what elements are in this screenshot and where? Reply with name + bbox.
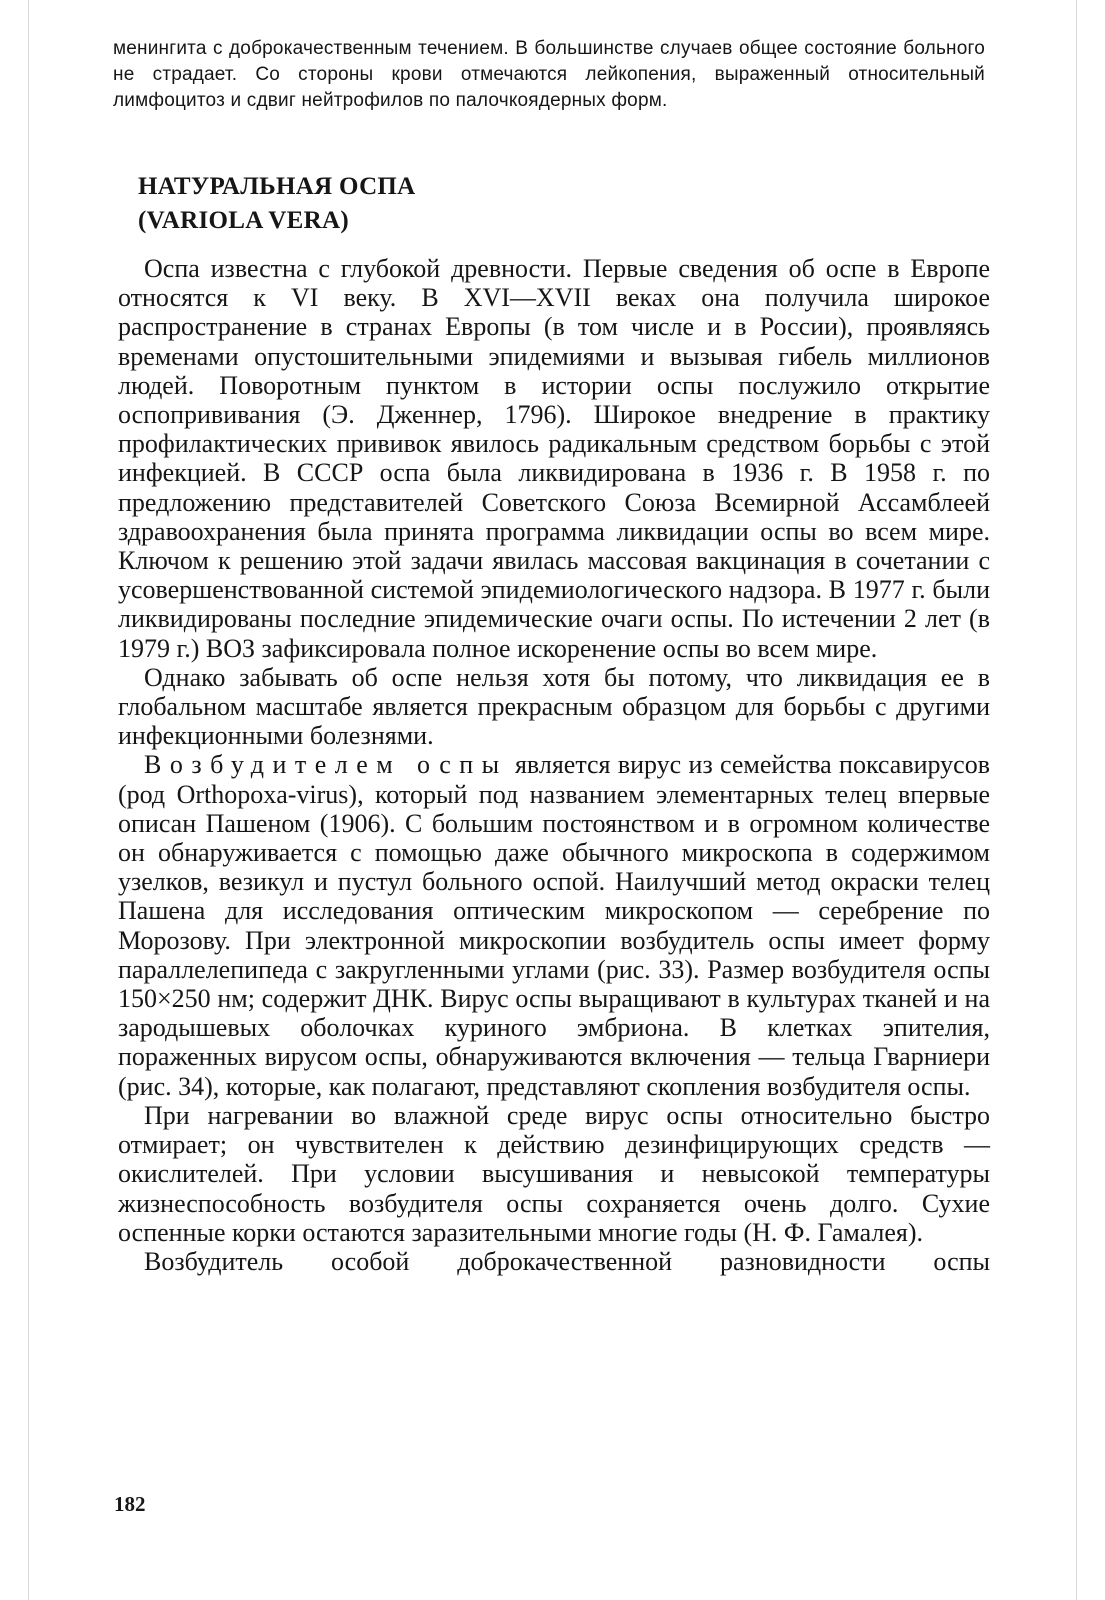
previous-section-text [113, 36, 985, 114]
paragraph-resistance: При нагревании во влажной среде вирус оспы относительно быстро отмирает; он чувствителен к действию дезинфицирующих средств — окислителей. При условии высушивания и невысокой температуры жизнеспособность возбудителя оспы сохраняется очень долго. Сухие оспенные корки остаются заразительными многие годы (Н. Ф. Гамалея). [118, 1100, 990, 1247]
section-title: НАТУРАЛЬНАЯ ОСПА [138, 173, 416, 200]
section-heading [138, 170, 838, 238]
pathogen-description: является вирус из семейства поксавирусов (род Orthopoxa-virus), который под названием элементарных телец впервые описан Пашеном (1906). С большим постоянством и в огромном количестве он обнаруживается с помощью даже обычного микроскопа в содержимом узелков, везикул и пустул больного оспой. Наилучший метод окраски телец Пашена для исследования оптическим микроскопом — серебрение по Морозову. При электронной микроскопии возбудитель оспы имеет форму параллелепипеда с закругленными углами (рис. 33). Размер возбудителя оспы 150×250 нм; содержит ДНК. Вирус оспы выращивают в культурах тканей и на зародышевых оболочках куриного эмбриона. В клетках эпителия, пораженных вирусом оспы, обнаруживаются включения — тельца Гварниери (рис. 34), которые, как полагают, представляют скопления возбудителя оспы. [118, 750, 990, 1101]
paragraph-history: Оспа известна с глубокой древности. Первые сведения об оспе в Европе относятся к VI веку. В XVI—XVII веках она получила широкое распространение в странах Европы (в том числе и в России), проявляясь временами опустошительными эпидемиями и вызывая гибель миллионов людей. Поворотным пунктом в истории оспы послужило открытие оспопрививания (Э. Дженнер, 1796). Широкое внедрение в практику профилактических прививок явилось радикальным средством борьбы с этой инфекцией. В СССР оспа была ликвидирована в 1936 г. В 1958 г. по предложению представителей Советского Союза Всемирной Ассамблеей здравоохранения была принята программа ликвидации оспы во всем мире. Ключом к решению этой задачи явилась массовая вакцинация в сочетании с усовершенствованной системой эпидемиологического надзора. В 1977 г. были ликвидированы последние эпидемические очаги оспы. По истечении 2 лет (в 1979 г.) ВОЗ зафиксировала полное искоренение оспы во всем мире. [118, 254, 990, 663]
section-body [118, 254, 990, 1276]
page-number: 182 [114, 1492, 146, 1516]
previous-section-paragraph: менингита с доброкачественным течением. В большинстве случаев общее состояние больного не страдает. Со стороны крови отмечаются лейкопения, выраженный относительный лимфоцитоз и сдвиг нейтрофилов по палочкоядерных форм. [113, 38, 985, 111]
paragraph-significance: Однако забывать об оспе нельзя хотя бы потому, что ликвидация ее в глобальном масштабе является прекрасным образцом для борьбы с другими инфекционными болезнями. [118, 662, 990, 751]
pathogen-spaced-term: Возбудителем оспы [144, 750, 508, 780]
paragraph-continued: Возбудитель особой доброкачественной разновидности оспы [144, 1246, 990, 1276]
paragraph-pathogen [118, 750, 990, 1100]
section-subtitle: (VARIOLA VERA) [138, 207, 349, 234]
page-right-edge [1076, 0, 1077, 1600]
page-left-edge [28, 0, 29, 1600]
